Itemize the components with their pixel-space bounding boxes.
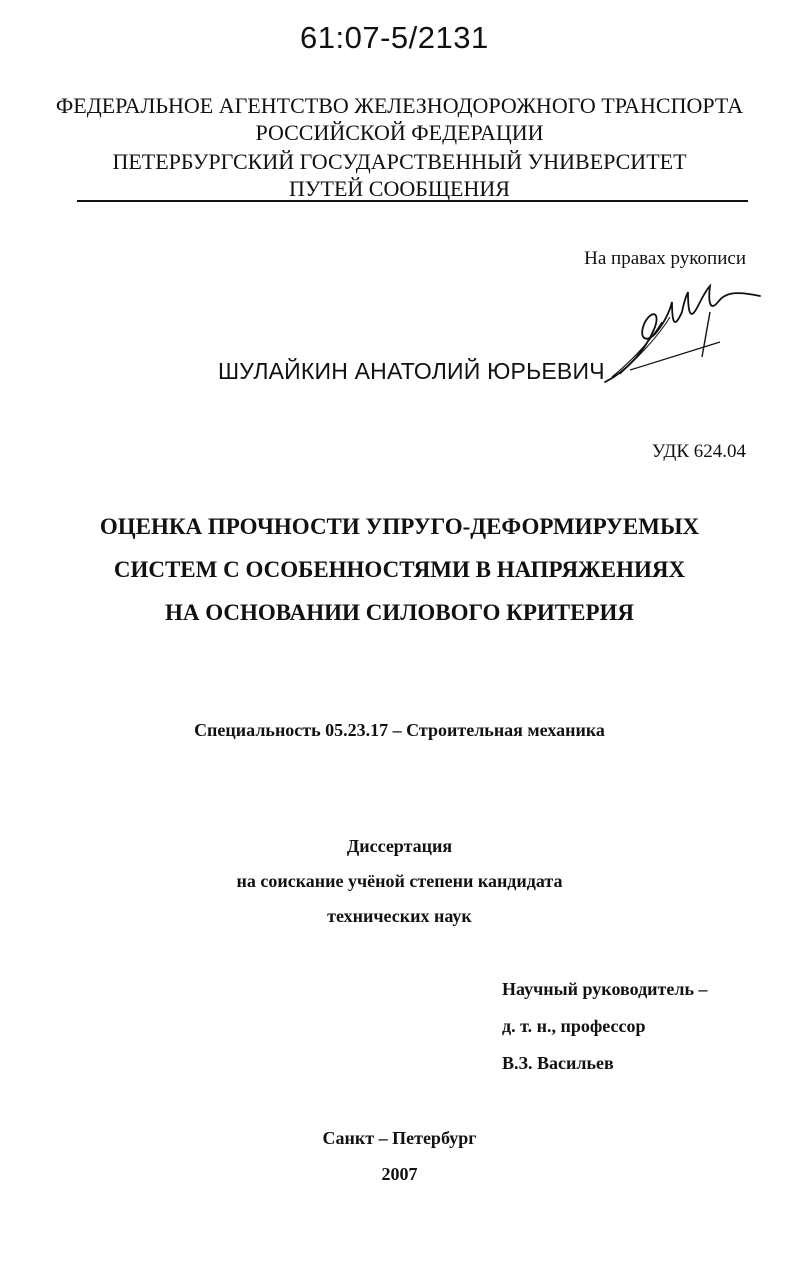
agency-line-1: ФЕДЕРАЛЬНОЕ АГЕНТСТВО ЖЕЛЕЗНОДОРОЖНОГО ТРАНСПОРТА [55, 93, 744, 118]
university-line-1: ПЕТЕРБУРГСКИЙ ГОСУДАРСТВЕННЫЙ УНИВЕРСИТЕТ [112, 149, 687, 174]
registry-code: 61:07-5/2131 [300, 20, 489, 55]
author-name: ШУЛАЙКИН АНАТОЛИЙ ЮРЬЕВИЧ [218, 358, 605, 384]
header-divider [77, 200, 748, 202]
title-line-3: НА ОСНОВАНИИ СИЛОВОГО КРИТЕРИЯ [164, 600, 635, 625]
specialty: Специальность 05.23.17 – Строительная механика [194, 720, 605, 740]
dissertation-title [0, 505, 799, 634]
dissertation-line-2: на соискание учёной степени кандидата [236, 871, 563, 891]
title-line-1: ОЦЕНКА ПРОЧНОСТИ УПРУГО-ДЕФОРМИРУЕМЫХ [99, 514, 700, 539]
udk-code: УДК 624.04 [651, 441, 746, 462]
agency-header [0, 92, 799, 146]
place-and-year [0, 1120, 799, 1192]
advisor-line-1: Научный руководитель – [502, 979, 708, 999]
year: 2007 [381, 1164, 418, 1184]
agency-line-2: РОССИЙСКОЙ ФЕДЕРАЦИИ [255, 120, 544, 145]
dissertation-line-1: Диссертация [346, 836, 453, 856]
dissertation-type [0, 829, 799, 934]
university-header [0, 148, 799, 202]
city: Санкт – Петербург [322, 1128, 477, 1148]
university-line-2: ПУТЕЙ СООБЩЕНИЯ [289, 176, 510, 201]
advisor-line-2: д. т. н., профессор [502, 1016, 646, 1036]
author-signature [600, 282, 765, 387]
dissertation-line-3: технических наук [327, 906, 472, 926]
manuscript-note: На правах рукописи [584, 248, 746, 269]
advisor-line-3: В.З. Васильев [502, 1053, 614, 1073]
scientific-advisor [502, 971, 708, 1082]
title-line-2: СИСТЕМ С ОСОБЕННОСТЯМИ В НАПРЯЖЕНИЯХ [113, 557, 686, 582]
